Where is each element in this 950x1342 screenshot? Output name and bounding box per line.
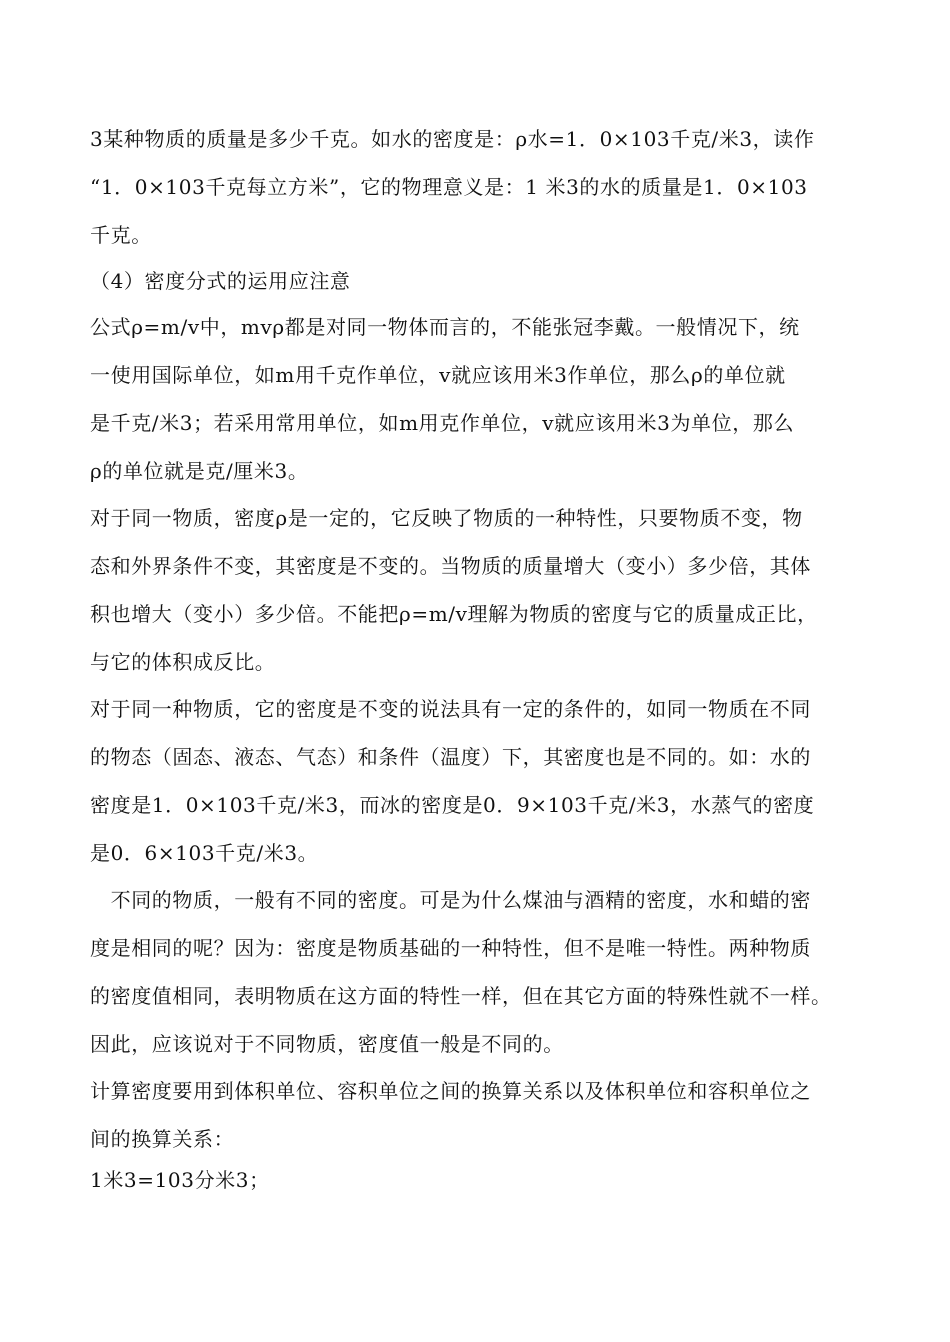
text-line: 一使用国际单位，如m用千克作单位，v就应该用米3作单位，那么ρ的单位就 (90, 363, 786, 387)
text-line: 千克。 (90, 223, 152, 247)
text-line: 计算密度要用到体积单位、容积单位之间的换算关系以及体积单位和容积单位之 (90, 1079, 811, 1103)
text-line: 1米3=103分米3； (90, 1168, 270, 1192)
text-line: 是0．6×103千克/米3。 (90, 841, 319, 865)
section-heading: （4）密度分式的运用应注意 (90, 269, 351, 293)
text-line: 的物态（固态、液态、气态）和条件（温度）下，其密度也是不同的。如：水的 (90, 745, 811, 769)
text-line: 因此，应该说对于不同物质，密度值一般是不同的。 (90, 1032, 564, 1056)
text-line: 对于同一物质，密度ρ是一定的，它反映了物质的一种特性，只要物质不变，物 (90, 506, 803, 530)
text-line: 度是相同的呢？因为：密度是物质基础的一种特性，但不是唯一特性。两种物质 (90, 936, 811, 960)
text-line: “1．0×103千克每立方米”，它的物理意义是：1 米3的水的质量是1．0×103 (90, 175, 808, 199)
text-line: 间的换算关系： (90, 1127, 235, 1151)
text-line: 3某种物质的质量是多少千克。如水的密度是：ρ水=1．0×103千克/米3，读作 (90, 127, 815, 151)
text-line: 密度是1．0×103千克/米3，而冰的密度是0．9×103千克/米3，水蒸气的密度 (90, 793, 815, 817)
text-line: 对于同一种物质，它的密度是不变的说法具有一定的条件的，如同一物质在不同 (90, 697, 811, 721)
text-line: 是千克/米3；若采用常用单位，如m用克作单位，v就应该用米3为单位，那么 (90, 411, 795, 435)
text-line: 积也增大（变小）多少倍。不能把ρ=m/v理解为物质的密度与它的质量成正比， (90, 602, 818, 626)
text-line: 公式ρ=m/v中，mvρ都是对同一物体而言的，不能张冠李戴。一般情况下，统 (90, 315, 800, 339)
text-line: 不同的物质，一般有不同的密度。可是为什么煤油与酒精的密度，水和蜡的密 (90, 888, 811, 912)
text-line: 的密度值相同，表明物质在这方面的特性一样，但在其它方面的特殊性就不一样。 (90, 984, 832, 1008)
text-line: ρ的单位就是克/厘米3。 (90, 459, 309, 483)
text-line: 与它的体积成反比。 (90, 650, 276, 674)
text-line: 态和外界条件不变，其密度是不变的。当物质的质量增大（变小）多少倍，其体 (90, 554, 811, 578)
